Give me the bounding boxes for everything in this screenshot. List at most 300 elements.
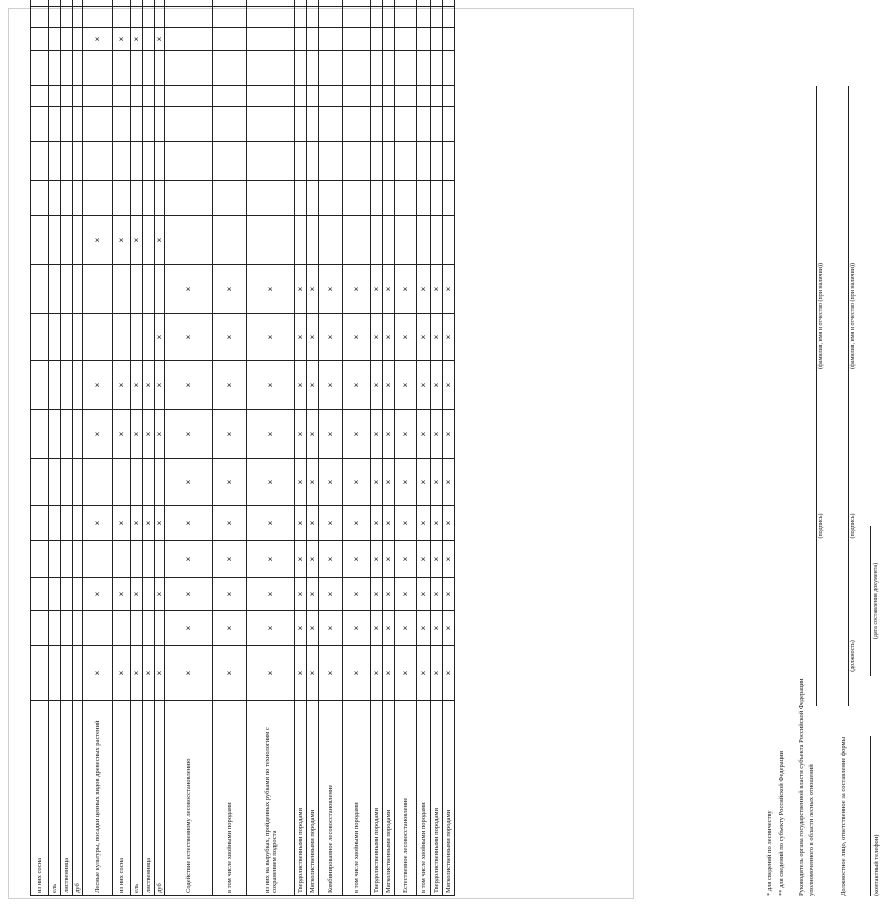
cross-mark: × [165,646,213,701]
table-cell [417,0,431,7]
cross-mark: × [395,314,417,361]
table-cell [73,646,83,701]
table-cell [213,0,247,7]
table-cell [395,216,417,265]
table-cell [113,51,131,86]
cross-mark: × [431,459,443,506]
table-cell [61,314,73,361]
table-cell [155,181,165,216]
table-cell [31,51,49,86]
cross-mark: × [165,578,213,611]
cross-mark: × [417,265,431,314]
cross-mark: × [131,578,143,611]
cross-mark: × [443,506,455,541]
cross-mark: × [371,314,383,361]
cross-mark: × [213,459,247,506]
table-row [343,0,371,896]
table-cell [113,541,131,578]
cross-mark: × [155,506,165,541]
cross-mark: × [383,314,395,361]
table-cell [31,314,49,361]
table-cell [213,51,247,86]
responsible-signature-line [848,86,849,706]
table-cell [319,28,343,51]
table-cell [83,0,113,7]
table-cell [383,51,395,86]
cross-mark: × [83,506,113,541]
table-cell [49,265,61,314]
caption-position: (должность) [850,640,856,672]
table-cell [247,216,295,265]
cross-mark: × [319,646,343,701]
table-cell [73,51,83,86]
cross-mark: × [143,410,155,459]
table-cell [295,181,307,216]
cross-mark: × [319,361,343,410]
table-cell [31,0,49,7]
table-cell [165,142,213,181]
table-cell [319,107,343,142]
table-cell [49,506,61,541]
table-cell [113,265,131,314]
row-label: Твердолиственными породами [431,701,443,896]
cross-mark: × [319,314,343,361]
cross-mark: × [247,314,295,361]
table-cell [431,216,443,265]
table-cell [319,7,343,28]
table-cell [307,7,319,28]
table-cell [73,541,83,578]
cross-mark: × [247,578,295,611]
table-cell [383,107,395,142]
table-cell [113,107,131,142]
cross-mark: × [295,459,307,506]
table-cell [61,541,73,578]
table-cell [49,578,61,611]
table-cell [395,181,417,216]
table-cell [31,541,49,578]
cross-mark: × [295,314,307,361]
table-cell [395,142,417,181]
cross-mark: × [155,410,165,459]
table-cell [443,86,455,107]
cross-mark: × [247,506,295,541]
table-cell [31,142,49,181]
cross-mark: × [113,410,131,459]
table-cell [343,216,371,265]
table-cell [213,142,247,181]
cross-mark: × [431,314,443,361]
table-row [31,0,49,896]
table-row [143,0,155,896]
table-cell [155,611,165,646]
table-row [73,0,83,896]
caption-signature-responsible: (подпись) [850,513,856,539]
table-cell [131,0,143,7]
table-cell [343,181,371,216]
table-row [307,0,319,896]
cross-mark: × [83,216,113,265]
table-cell [73,7,83,28]
row-label: дуб [73,701,83,896]
table-cell [49,181,61,216]
table-row [113,0,131,896]
table-cell [383,86,395,107]
table-cell [143,314,155,361]
cross-mark: × [431,506,443,541]
table-cell [443,107,455,142]
cross-mark: × [295,578,307,611]
table-cell [247,28,295,51]
table-cell [431,181,443,216]
cross-mark: × [343,361,371,410]
table-cell [247,107,295,142]
cross-mark: × [431,611,443,646]
row-label: из них на вырубках, пройденных рубками по технологиям с сохранением подроста [247,701,295,896]
cross-mark: × [343,646,371,701]
cross-mark: × [319,578,343,611]
cross-mark: × [113,646,131,701]
table-cell [31,506,49,541]
cross-mark: × [383,541,395,578]
row-label: Лесные культуры, посадки ценных видов древесных растений [83,701,113,896]
cross-mark: × [113,216,131,265]
table-cell [131,181,143,216]
table-cell [73,142,83,181]
table-cell [113,142,131,181]
cross-mark: × [371,361,383,410]
row-label: Твердолиственными породами [371,701,383,896]
cross-mark: × [131,410,143,459]
cross-mark: × [165,410,213,459]
table-cell [143,51,155,86]
table-cell [247,51,295,86]
table-cell [73,410,83,459]
cross-mark: × [431,578,443,611]
cross-mark: × [343,459,371,506]
table-cell [113,181,131,216]
cross-mark: × [443,541,455,578]
table-cell [143,265,155,314]
cross-mark: × [383,459,395,506]
table-cell [431,107,443,142]
table-cell [443,142,455,181]
cross-mark: × [395,265,417,314]
cross-mark: × [319,541,343,578]
cross-mark: × [307,265,319,314]
table-cell [83,265,113,314]
table-cell [417,7,431,28]
table-cell [31,28,49,51]
cross-mark: × [319,611,343,646]
table-cell [319,181,343,216]
table-cell [247,181,295,216]
cross-mark: × [383,578,395,611]
table-cell [295,86,307,107]
table-cell [343,142,371,181]
table-cell [443,7,455,28]
cross-mark: × [307,361,319,410]
table-cell [213,216,247,265]
table-row [417,0,431,896]
table-cell [383,181,395,216]
table-cell [131,7,143,28]
table-cell [49,142,61,181]
cross-mark: × [343,541,371,578]
table-cell [395,107,417,142]
table-cell [155,142,165,181]
table-cell [395,51,417,86]
cross-mark: × [213,506,247,541]
cross-mark: × [113,28,131,51]
table-cell [165,86,213,107]
cross-mark: × [319,410,343,459]
table-cell [83,459,113,506]
table-cell [49,28,61,51]
table-cell [73,314,83,361]
table-cell [143,7,155,28]
table-cell [73,0,83,7]
cross-mark: × [247,541,295,578]
table-cell [431,51,443,86]
cross-mark: × [395,459,417,506]
cross-mark: × [131,646,143,701]
row-label: Комбинированное лесовосстановление [319,701,343,896]
table-cell [213,28,247,51]
table-cell [443,0,455,7]
table-row [383,0,395,896]
cross-mark: × [213,361,247,410]
table-cell [155,541,165,578]
table-cell [165,51,213,86]
cross-mark: × [213,646,247,701]
table-cell [307,0,319,7]
cross-mark: × [131,361,143,410]
cross-mark: × [383,265,395,314]
cross-mark: × [113,506,131,541]
head-title-line1: Руководитель органа государственной власти субъекта Российской Федерации [798,678,805,896]
table-cell [307,142,319,181]
table-cell [371,51,383,86]
cross-mark: × [343,410,371,459]
table-cell [143,578,155,611]
table-row [443,0,455,896]
table-cell [73,28,83,51]
cross-mark: × [371,611,383,646]
table-cell [165,216,213,265]
table-cell [307,107,319,142]
table-row [165,0,213,896]
table-cell [165,7,213,28]
table-cell [319,216,343,265]
table-row [61,0,73,896]
table-cell [295,0,307,7]
table-cell [49,107,61,142]
table-cell [165,107,213,142]
cross-mark: × [143,506,155,541]
cross-mark: × [131,216,143,265]
table-cell [113,0,131,7]
table-cell [73,459,83,506]
table-cell [343,28,371,51]
cross-mark: × [165,361,213,410]
table-cell [31,7,49,28]
table-cell [417,216,431,265]
table-cell [431,86,443,107]
table-cell [443,216,455,265]
table-cell [319,142,343,181]
table-cell [113,459,131,506]
cross-mark: × [443,410,455,459]
cross-mark: × [417,506,431,541]
cross-mark: × [247,410,295,459]
table-cell [73,578,83,611]
table-cell [49,646,61,701]
cross-mark: × [131,28,143,51]
cross-mark: × [307,578,319,611]
table-cell [61,611,73,646]
table-cell [383,28,395,51]
table-row [395,0,417,896]
table-cell [61,578,73,611]
table-cell [61,459,73,506]
table-cell [371,0,383,7]
table-cell [371,86,383,107]
cross-mark: × [247,646,295,701]
table-cell [295,28,307,51]
table-cell [61,28,73,51]
table-cell [155,7,165,28]
table-cell [213,86,247,107]
cross-mark: × [417,410,431,459]
table-cell [371,7,383,28]
table-cell [417,51,431,86]
cross-mark: × [295,410,307,459]
table-cell [371,28,383,51]
table-cell [73,506,83,541]
table-cell [49,314,61,361]
cross-mark: × [165,541,213,578]
cross-mark: × [307,541,319,578]
cross-mark: × [247,459,295,506]
table-row [155,0,165,896]
table-cell [131,107,143,142]
table-cell [31,410,49,459]
cross-mark: × [371,410,383,459]
table-cell [143,216,155,265]
cross-mark: × [295,506,307,541]
cross-mark: × [443,265,455,314]
caption-phone: (контактный телефон) [873,834,880,896]
table-cell [83,86,113,107]
table-cell [247,86,295,107]
footnote-subject: ** для сведений по субъекту Российской Федерации [778,750,785,896]
table-cell [113,86,131,107]
cross-mark: × [307,410,319,459]
cross-mark: × [155,216,165,265]
head-signature-line [816,86,817,706]
table-cell [131,611,143,646]
cross-mark: × [165,314,213,361]
table-cell [49,410,61,459]
table-row [131,0,143,896]
table-cell [295,51,307,86]
table-cell [443,28,455,51]
table-cell [61,410,73,459]
cross-mark: × [395,578,417,611]
table-row [295,0,307,896]
cross-mark: × [295,265,307,314]
row-label: в том числе хвойными породами [417,701,431,896]
cross-mark: × [319,459,343,506]
cross-mark: × [165,506,213,541]
table-cell [31,107,49,142]
caption-signature-head: (подпись) [818,513,824,539]
cross-mark: × [443,459,455,506]
row-label: в том числе хвойными породами [343,701,371,896]
cross-mark: × [83,361,113,410]
table-cell [417,28,431,51]
table-cell [307,28,319,51]
table-cell [143,459,155,506]
table-cell [83,142,113,181]
cross-mark: × [371,265,383,314]
caption-name-responsible: (фамилия, имя и отчество (при наличии)) [850,263,856,369]
table-cell [61,506,73,541]
table-cell [247,142,295,181]
caption-date: (дата составления документа) [873,562,879,640]
table-cell [417,86,431,107]
table-cell [343,107,371,142]
table-row [319,0,343,896]
table-cell [49,216,61,265]
table-cell [165,181,213,216]
table-cell [213,7,247,28]
cross-mark: × [307,611,319,646]
phone-line [870,736,871,896]
table-cell [31,646,49,701]
cross-mark: × [307,646,319,701]
table-cell [49,361,61,410]
cross-mark: × [371,646,383,701]
table-cell [73,86,83,107]
row-label: Содействие естественному лесовосстановлению [165,701,213,896]
row-label: Твердолиственными породами [295,701,307,896]
cross-mark: × [443,646,455,701]
cross-mark: × [383,361,395,410]
table-cell [295,142,307,181]
table-cell [83,7,113,28]
cross-mark: × [417,578,431,611]
cross-mark: × [443,314,455,361]
cross-mark: × [443,611,455,646]
table-cell [417,107,431,142]
table-cell [307,216,319,265]
table-cell [61,646,73,701]
table-cell [155,459,165,506]
table-cell [131,142,143,181]
table-cell [61,7,73,28]
cross-mark: × [431,361,443,410]
table-cell [31,361,49,410]
cross-mark: × [343,506,371,541]
footnote-forestry: * для сведений по лесничеству [766,810,773,896]
table-cell [143,142,155,181]
table-cell [395,0,417,7]
row-label: лиственница [61,701,73,896]
row-label: Естественное лесовосстановление [395,701,417,896]
table-cell [113,611,131,646]
